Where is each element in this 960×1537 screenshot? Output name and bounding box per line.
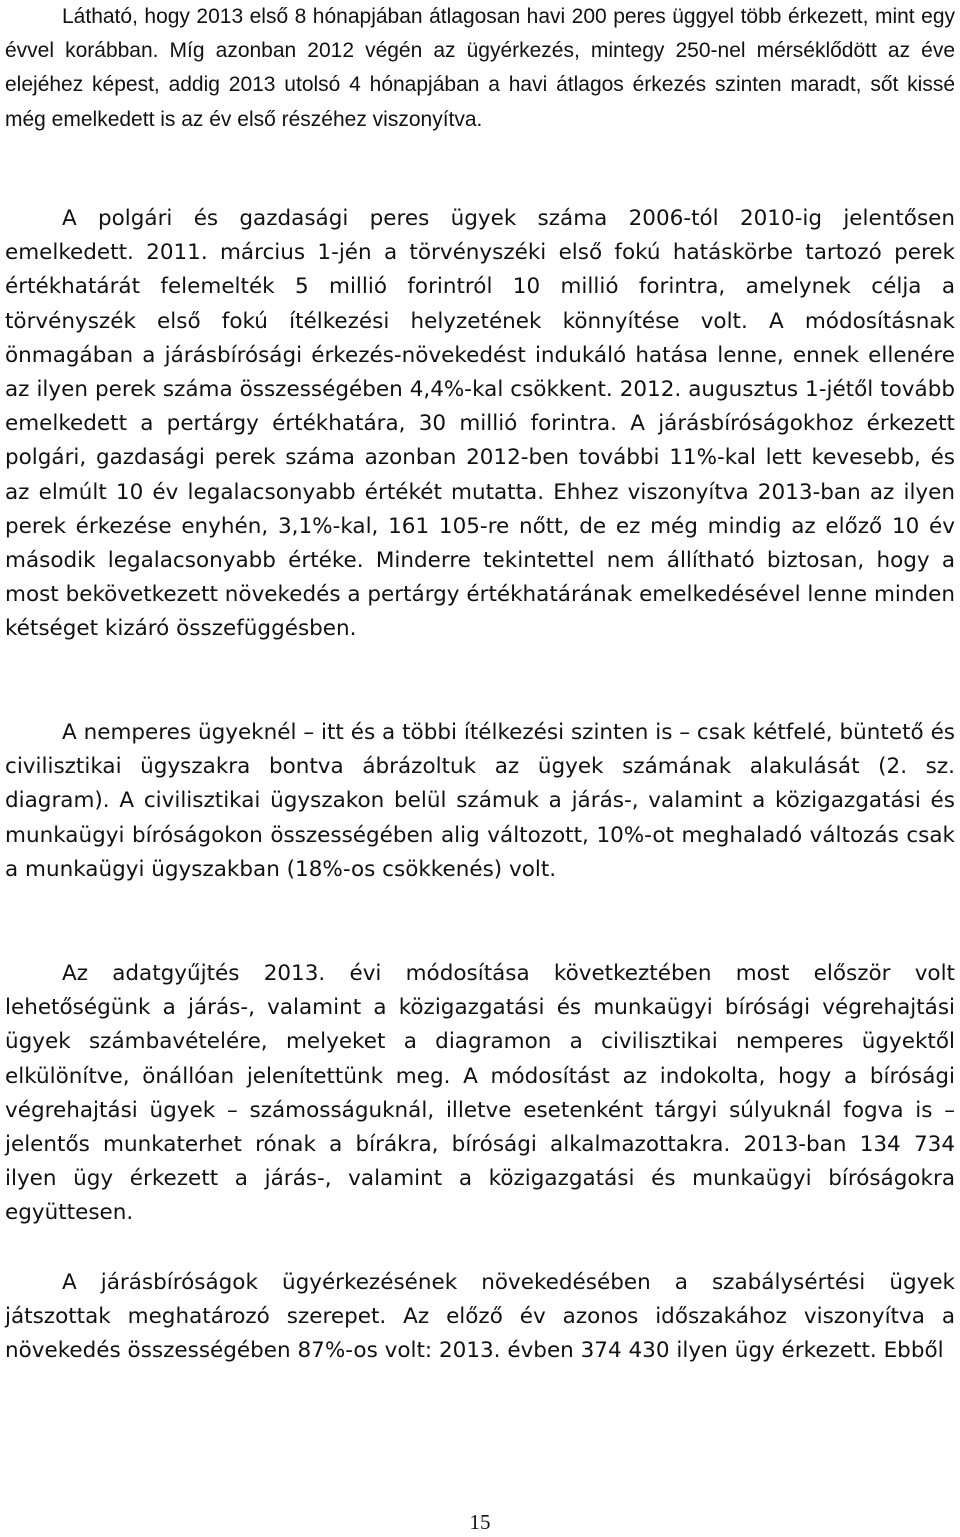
paragraph-intro: Látható, hogy 2013 első 8 hónapjában átlagosan havi 200 peres üggyel több érkezett, mint egy évvel korábban. Míg azonban 2012 végén az ügyérkezés, mintegy 250-nel mérséklődött az éve elejéhez képest, addig 2013 utolsó 4 hónapjában a havi átlagos érkezés szinten maradt, sőt kissé még emelkedett is az év első részéhez viszonyítva. xyxy=(5,5,955,131)
paragraph-civil-cases: A polgári és gazdasági peres ügyek száma 2006-tól 2010-ig jelentősen emelkedett. 2011. március 1-jén a törvényszéki első fokú hatáskörbe tartozó perek értékhatárát felemelték 5 millió forintról 10 millió forintra, amelynek célja a törvényszék első fokú ítélkezési helyzetének könnyítése volt. A módosításnak önmagában a járásbírósági érkezés-növekedést indukáló hatása lenne, ennek ellenére az ilyen perek száma összességében 4,4%-kal csökkent. 2012. augusztus 1-jétől tovább emelkedett a pertárgy értékhatára, 30 millió forintra. A járásbíróságokhoz érkezett polgári, gazdasági perek száma azonban 2012-ben további 11%-kal lett kevesebb, és az elmúlt 10 év legalacsonyabb értékét mutatta. Ehhez viszonyítva 2013-ban az ilyen perek érkezése enyhén, 3,1%-kal, 161 105-re nőtt, de ez még mindig az előző 10 év második legalacsonyabb értéke. Minderre tekintettel nem állítható biztosan, hogy a most bekövetkezett növekedés a pertárgy értékhatárának emelkedésével lenne minden kétséget kizáró összefüggésben. xyxy=(5,206,955,642)
paragraph-enforcement: Az adatgyűjtés 2013. évi módosítása következtében most először volt lehetőségünk a járás-, valamint a közigazgatási és munkaügyi bírósági végrehajtási ügyek számbavételére, melyeket a diagramon a civilisztikai nemperes ügyektől elkülönítve, önállóan jelenítettünk meg. A módosítást az indokolta, hogy a bírósági végrehajtási ügyek – számosságuknál, illetve esetenként tárgyi súlyuknál fogva is – jelentős munkaterhet rónak a bírákra, bírósági alkalmazottakra. 2013-ban 134 734 ilyen ügy érkezett a járás-, valamint a közigazgatási és munkaügyi bíróságokra együttesen. xyxy=(5,961,955,1226)
paragraph-nonlitigious: A nemperes ügyeknél – itt és a többi ítélkezési szinten is – csak kétfelé, büntető és civilisztikai ügyszakra bontva ábrázoltuk az ügyek számának alakulását (2. sz. diagram). A civilisztikai ügyszakon belül számuk a járás-, valamint a közigazgatási és munkaügyi bíróságokon összességében alig változott, 10%-ot meghaladó változás csak a munkaügyi ügyszakban (18%-os csökkenés) volt. xyxy=(5,720,955,882)
page-number: 15 xyxy=(469,1510,491,1534)
paragraph-misdemeanor: A járásbíróságok ügyérkezésének növekedésében a szabálysértési ügyek játszottak meghatározó szerepet. Az előző év azonos időszakához viszonyítva a növekedés összességében 87%-os volt: 2013. évben 374 430 ilyen ügy érkezett. Ebből xyxy=(5,1270,955,1364)
